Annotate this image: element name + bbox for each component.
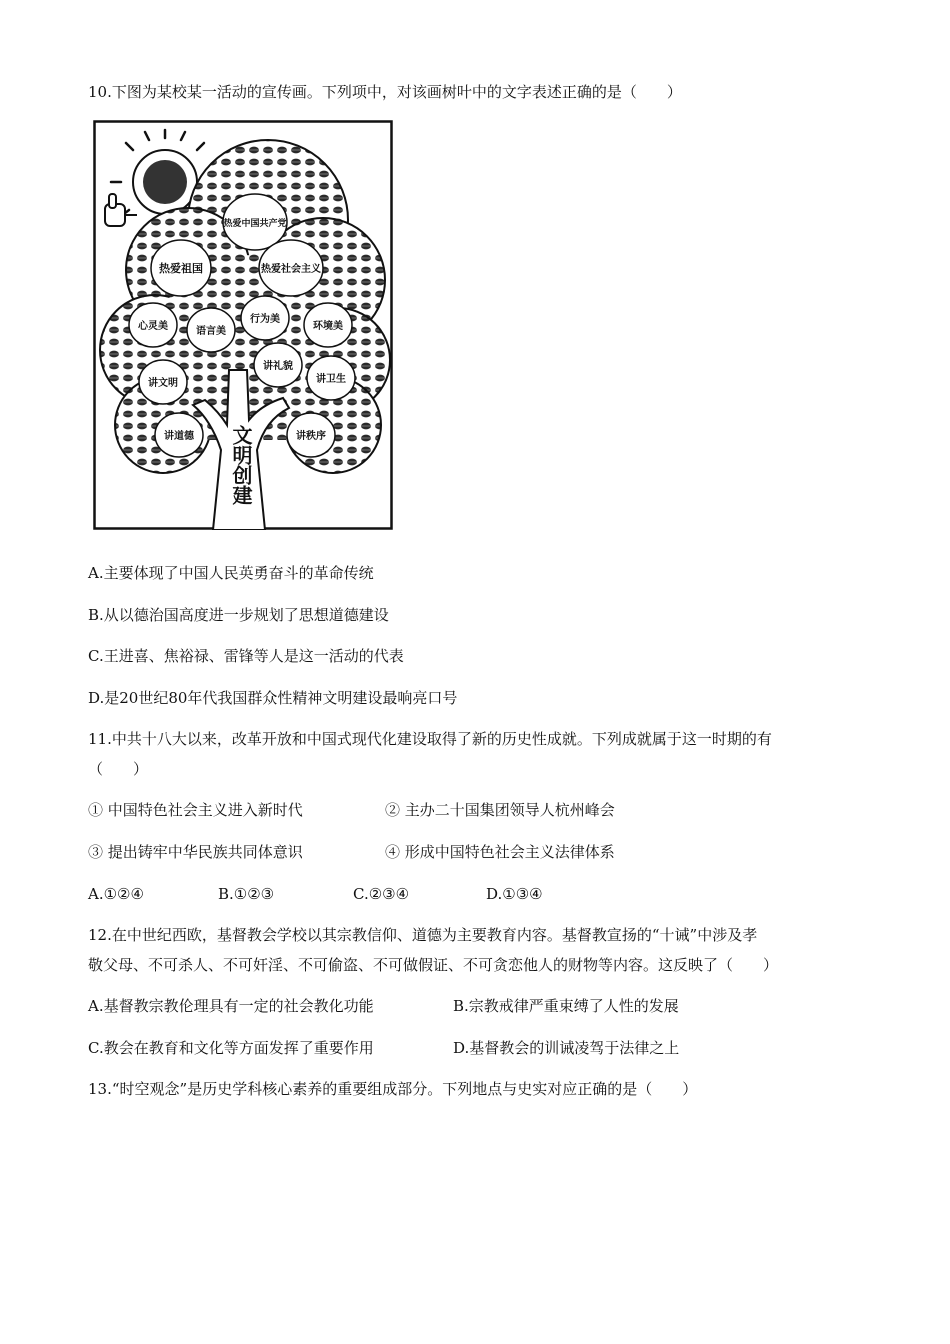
- q12-stem-line2: 敬父母、不可杀人、不可奸淫、不可偷盗、不可做假证、不可贪恋他人的财物等内容。这反映了（ ）: [88, 956, 779, 974]
- leaf-l7: [304, 303, 352, 347]
- leaf-l4: [129, 303, 177, 347]
- q10-option-b[interactable]: B.从以德治国高度进一步规划了思想道德建设: [88, 606, 389, 624]
- leaf-l1: [223, 194, 287, 250]
- trunk-text: 文明创建: [229, 425, 253, 505]
- svg-text:热爱祖国: 热爱祖国: [159, 262, 203, 275]
- svg-text:环境美: 环境美: [313, 321, 343, 332]
- q11-item-4: ④ 形成中国特色社会主义法律体系: [385, 843, 615, 861]
- propaganda-poster: [93, 120, 393, 530]
- svg-text:讲文明: 讲文明: [148, 378, 178, 389]
- leaf-l11: [155, 413, 203, 457]
- q12-option-b[interactable]: B.宗教戒律严重束缚了人性的发展: [453, 997, 679, 1015]
- leaf-l2: [151, 240, 211, 296]
- leaf-l5: [187, 308, 235, 352]
- svg-text:讲秩序: 讲秩序: [296, 431, 326, 442]
- svg-text:讲卫生: 讲卫生: [316, 374, 346, 385]
- q11-option-b[interactable]: B.①②③: [218, 885, 275, 903]
- q10-option-a[interactable]: A.主要体现了中国人民英勇奋斗的革命传统: [88, 564, 374, 582]
- svg-text:讲礼貌: 讲礼貌: [263, 361, 293, 372]
- leaf-l12: [287, 413, 335, 457]
- leaf-l9: [254, 343, 302, 387]
- svg-text:热爱社会主义: 热爱社会主义: [261, 264, 321, 275]
- q12-option-d[interactable]: D.基督教会的训诫凌驾于法律之上: [453, 1039, 680, 1057]
- q11-option-a[interactable]: A.①②④: [88, 885, 144, 903]
- q13-stem: 13.“时空观念”是历史学科核心素养的重要组成部分。下列地点与史实对应正确的是（ ）: [88, 1080, 698, 1098]
- q12-option-c[interactable]: C.教会在教育和文化等方面发挥了重要作用: [88, 1039, 374, 1057]
- svg-text:讲道德: 讲道德: [164, 431, 194, 442]
- q10-stem: 10.下图为某校某一活动的宣传画。下列项中，对该画树叶中的文字表述正确的是（ ）: [88, 83, 682, 101]
- leaf-l10: [307, 356, 355, 400]
- q11-stem-line2: （ ）: [88, 760, 149, 778]
- leaf-l6: [241, 296, 289, 340]
- q11-option-c[interactable]: C.②③④: [353, 885, 410, 903]
- q12-option-a[interactable]: A.基督教宗教伦理具有一定的社会教化功能: [88, 997, 374, 1015]
- q12-stem-line1: 12.在中世纪西欧，基督教会学校以其宗教信仰、道德为主要教育内容。基督教宣扬的“十诫”中涉及孝: [88, 926, 758, 944]
- leaf-l3: [259, 240, 323, 296]
- svg-text:行为美: 行为美: [250, 314, 280, 325]
- q11-item-1: ① 中国特色社会主义进入新时代: [88, 801, 303, 819]
- svg-text:语言美: 语言美: [196, 326, 226, 337]
- q10-option-d[interactable]: D.是20世纪80年代我国群众性精神文明建设最响亮口号: [88, 689, 458, 707]
- svg-text:热爱中国共产党: 热爱中国共产党: [223, 219, 287, 229]
- q11-item-3: ③ 提出铸牢中华民族共同体意识: [88, 843, 303, 861]
- svg-text:心灵美: 心灵美: [138, 321, 168, 332]
- q10-option-c[interactable]: C.王进喜、焦裕禄、雷锋等人是这一活动的代表: [88, 647, 404, 665]
- leaf-l8: [139, 360, 187, 404]
- q11-stem-line1: 11.中共十八大以来，改革开放和中国式现代化建设取得了新的历史性成就。下列成就属于这一时期的有: [88, 730, 772, 748]
- q11-option-d[interactable]: D.①③④: [486, 885, 543, 903]
- q11-item-2: ② 主办二十国集团领导人杭州峰会: [385, 801, 615, 819]
